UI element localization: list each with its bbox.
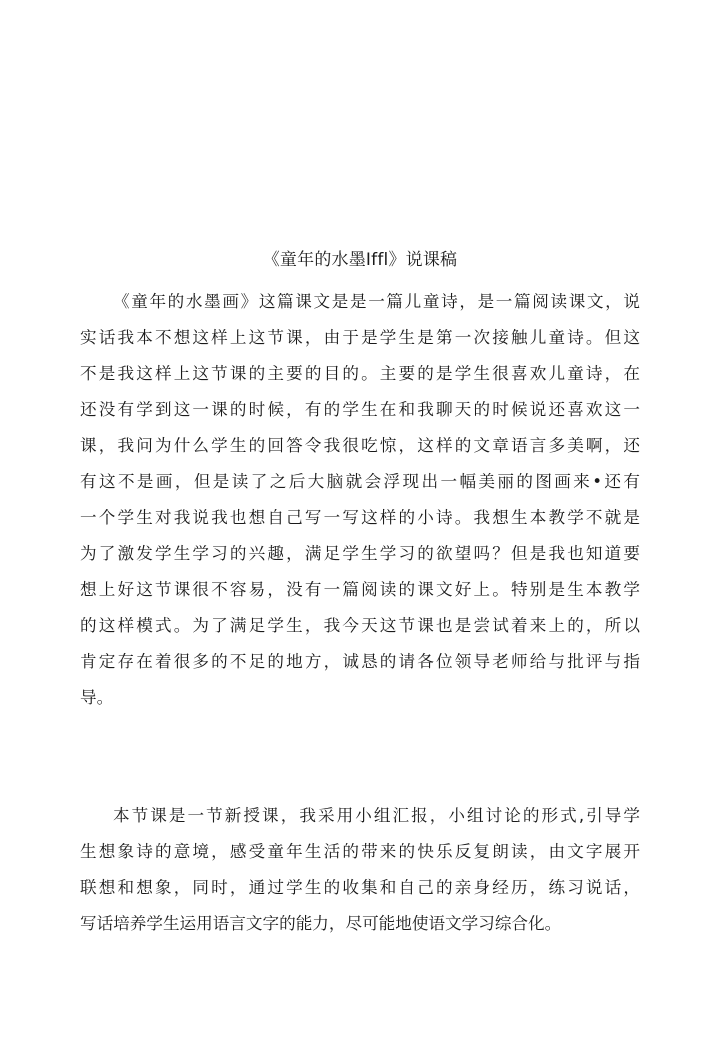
paragraph-line: 一个学生对我说我也想自己写一写这样的小诗。我想生本教学不就是 (80, 508, 640, 527)
paragraph-line: 肯定存在着很多的不足的地方，诚恳的请各位领导老师给与批评与指 (80, 652, 640, 671)
paragraph-line: 有这不是画，但是读了之后大脑就会浮现出一幅美丽的图画来•还有 (80, 472, 640, 491)
paragraph-line: 本节课是一节新授课，我采用小组汇报，小组讨论的形式,引导学 (113, 806, 640, 825)
paragraph-line: 写话培养学生运用语言文字的能力，尽可能地使语文学习综合化。 (80, 914, 562, 933)
paragraph-2 (80, 798, 640, 942)
paragraph-line: 实话我本不想这样上这节课，由于是学生是第一次接触儿童诗。但这 (80, 328, 640, 347)
paragraph-line: 的这样模式。为了满足学生，我今天这节课也是尝试着来上的，所以 (80, 616, 640, 635)
paragraph-1 (80, 284, 640, 716)
paragraph-line: 联想和想象，同时，通过学生的收集和自己的亲身经历，练习说话， (80, 878, 640, 897)
paragraph-line: 想上好这节课很不容易，没有一篇阅读的课文好上。特别是生本教学 (80, 580, 640, 599)
paragraph-line: 导。 (80, 688, 114, 707)
paragraph-line: 生想象诗的意境，感受童年生活的带来的快乐反复朗读，由文字展开 (80, 842, 640, 861)
paragraph-line: 为了激发学生学习的兴趣，满足学生学习的欲望吗？但是我也知道要 (80, 544, 640, 563)
paragraph-line: 课，我问为什么学生的回答令我很吃惊，这样的文章语言多美啊，还 (80, 436, 640, 455)
paragraph-line: 还没有学到这一课的时候，有的学生在和我聊天的时候说还喜欢这一 (80, 400, 640, 419)
paragraph-line: 《童年的水墨画》这篇课文是是一篇儿童诗，是一篇阅读课文，说 (113, 292, 640, 311)
paragraph-line: 不是我这样上这节课的主要的目的。主要的是学生很喜欢儿童诗，在 (80, 364, 640, 383)
document-title: 《童年的水墨Iffl》说课稿 (262, 250, 458, 270)
